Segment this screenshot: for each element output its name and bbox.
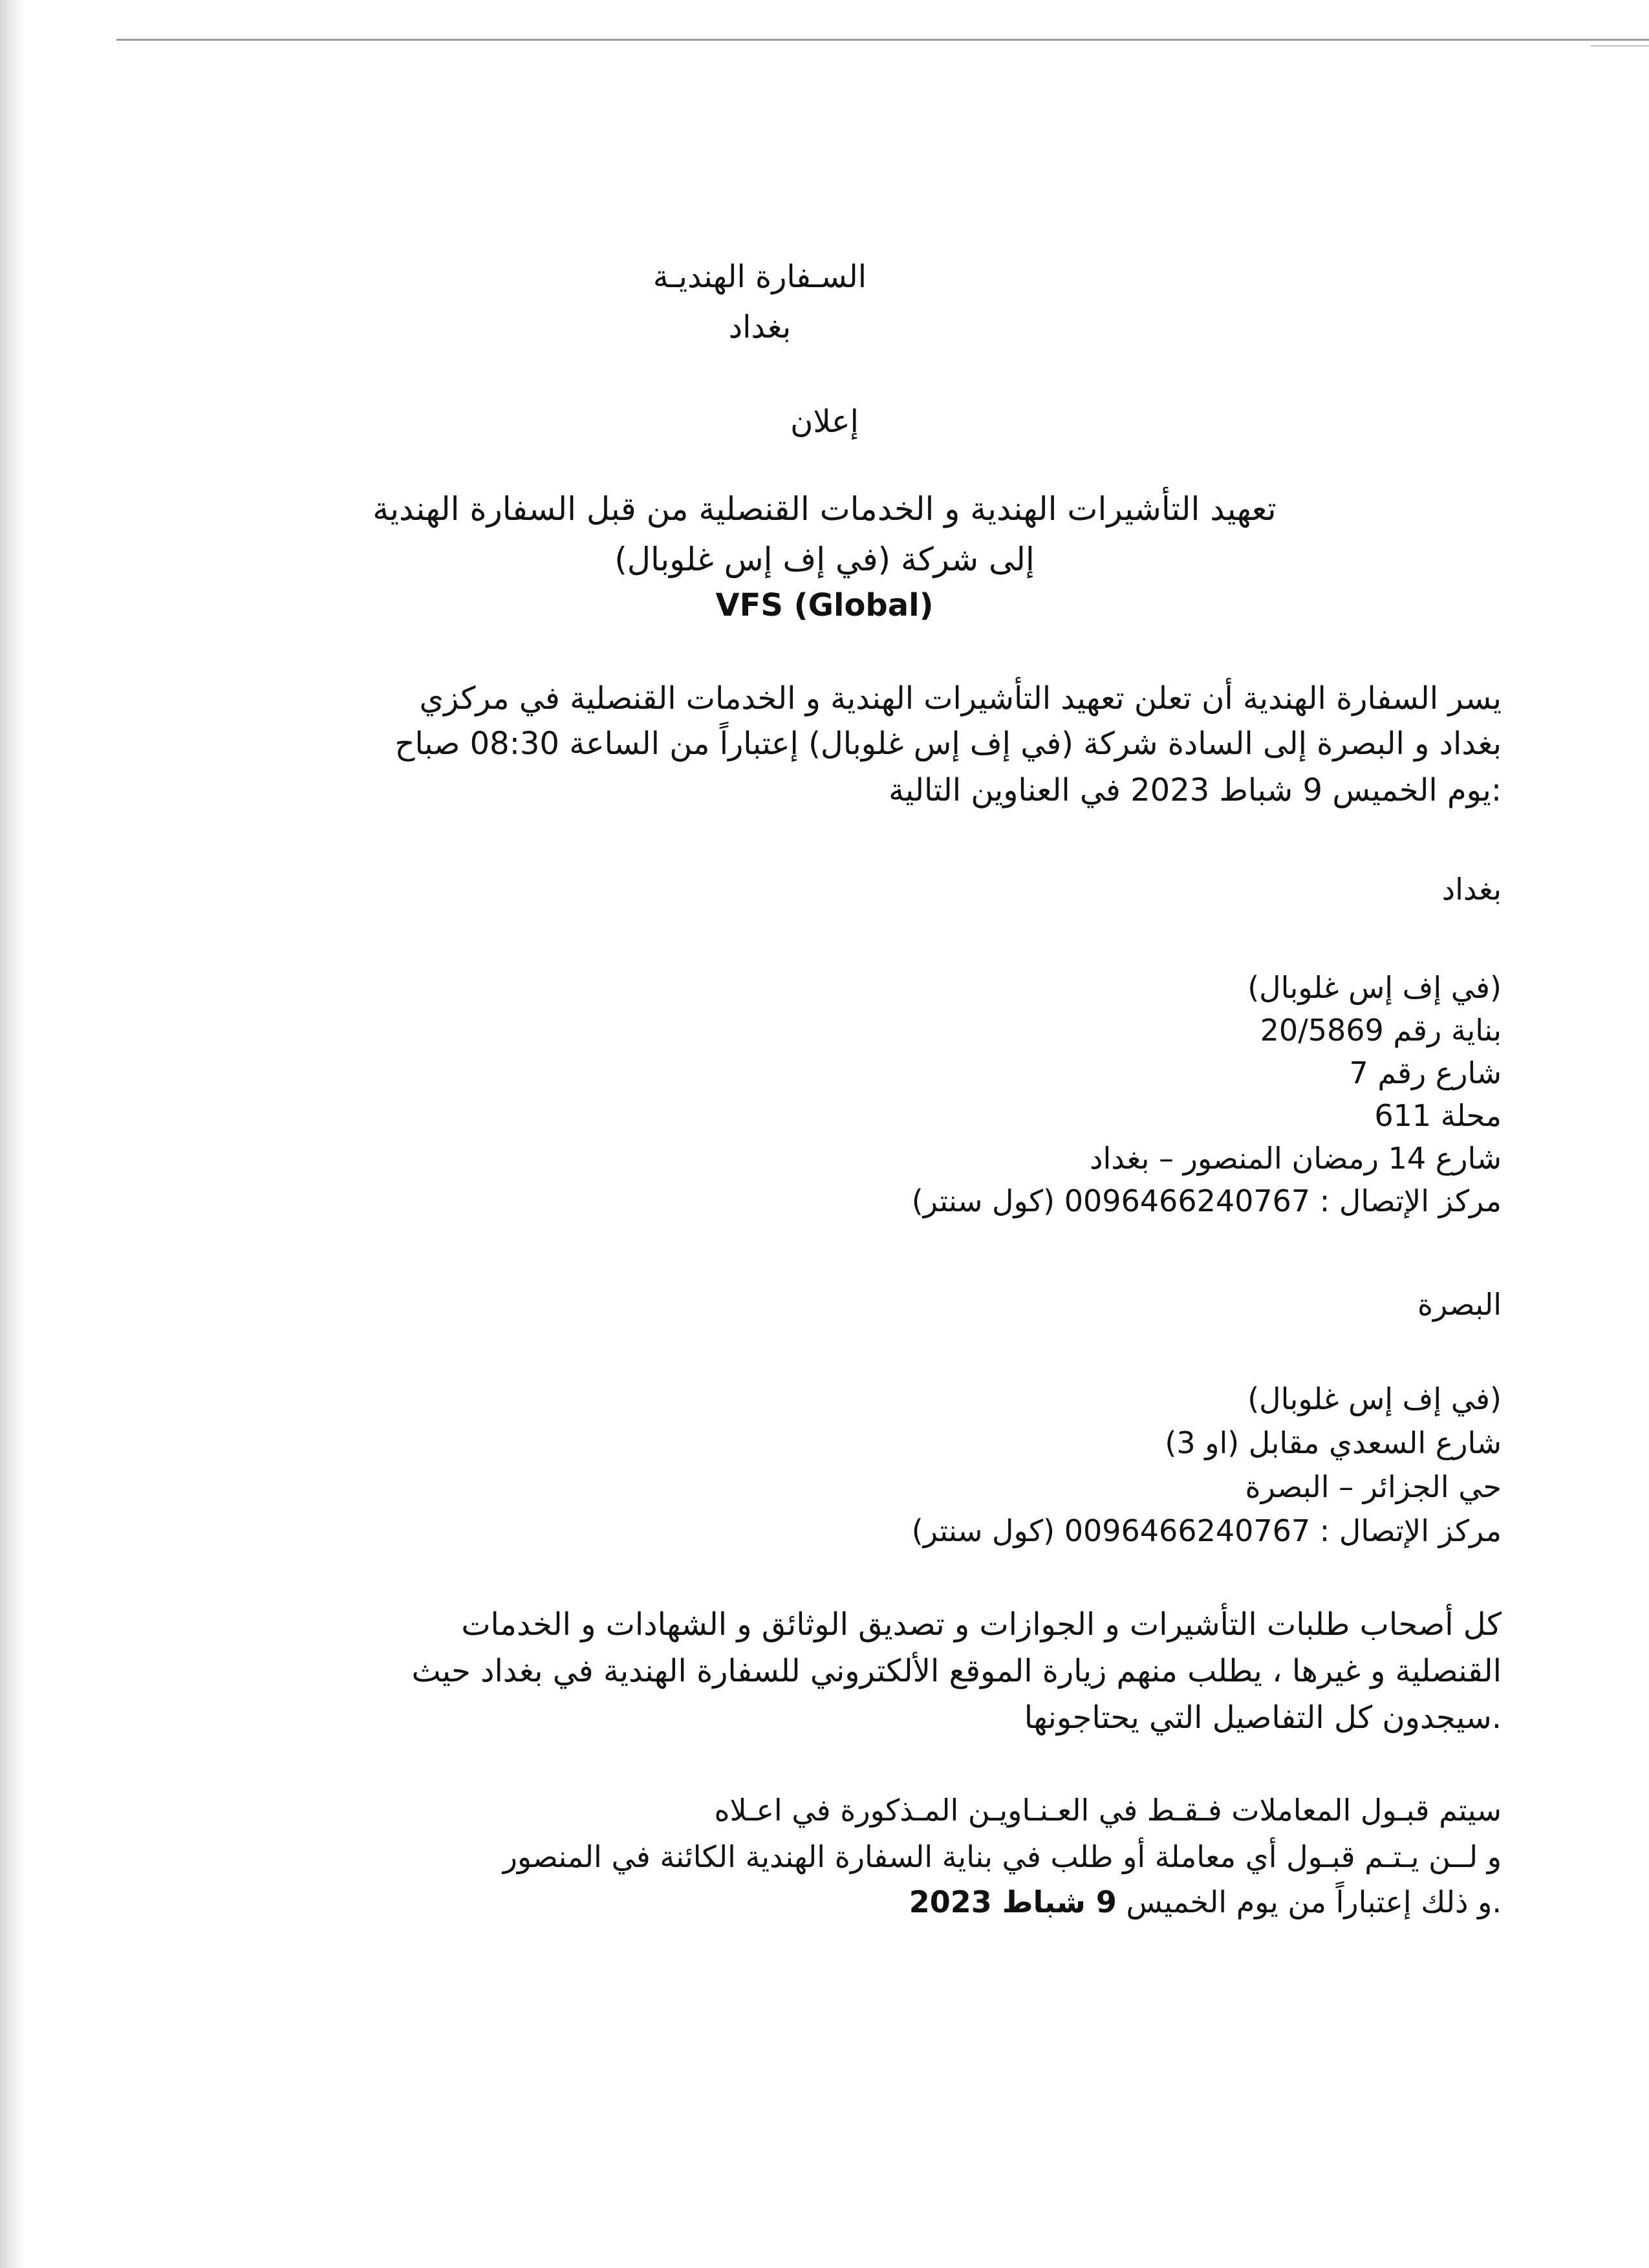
basra-street: شارع السعدي مقابل (او 3) xyxy=(1165,1425,1502,1460)
basra-area: حي الجزائر – البصرة xyxy=(1245,1469,1502,1504)
baghdad-company: (في إف إس غلوبال) xyxy=(1247,970,1502,1005)
closing-line-3-text: .و ذلك إعتباراً من يوم الخميس xyxy=(1126,1885,1502,1919)
basra-company: (في إف إس غلوبال) xyxy=(1247,1381,1502,1416)
subject-line-3: VFS (Global) xyxy=(715,587,934,623)
closing-line-3 xyxy=(909,1885,1502,1919)
baghdad-street: شارع رقم 7 xyxy=(1349,1055,1502,1090)
baghdad-area: شارع 14 رمضان المنصور – بغداد xyxy=(1090,1141,1502,1176)
baghdad-district: محلة 611 xyxy=(1374,1098,1502,1133)
closing-line-2: و لــن يـتـم قبـول أي معاملة أو طلب في بناية السفارة الهندية الكائنة في المنصور xyxy=(502,1839,1502,1874)
baghdad-building: بناية رقم 20/5869 xyxy=(1260,1013,1502,1048)
notice-line-3: .سيجدون كل التفاصيل التي يحتاجونها xyxy=(1024,1700,1502,1736)
subject-line-1: تعهيد التأشيرات الهندية و الخدمات القنصلية من قبل السفارة الهندية xyxy=(372,490,1277,528)
basra-heading: البصرة xyxy=(1417,1287,1502,1322)
notice-line-2: القنصلية و غيرها ، يطلب منهم زيارة الموقع الألكتروني للسفارة الهندية في بغداد حيث xyxy=(411,1653,1502,1689)
basra-contact: مركز الإتصال : 0096466240767 (كول سنتر) xyxy=(911,1513,1502,1548)
notice-line-1: كل أصحاب طلبات التأشيرات و الجوازات و تصديق الوثائق و الشهادات و الخدمات xyxy=(461,1606,1502,1643)
intro-line-2: بغداد و البصرة إلى السادة شركة (في إف إس غلوبال) إعتباراً من الساعة 08:30 صباح xyxy=(394,726,1502,762)
baghdad-contact: مركز الإتصال : 0096466240767 (كول سنتر) xyxy=(911,1183,1502,1218)
baghdad-heading: بغداد xyxy=(1441,872,1502,907)
announcement-title: إعلان xyxy=(790,404,859,440)
intro-line-1: يسر السفارة الهندية أن تعلن تعهيد التأشيرات الهندية و الخدمات القنصلية في مركزي xyxy=(419,680,1502,717)
subject-line-2: إلى شركة (في إف إس غلوبال) xyxy=(614,541,1035,578)
intro-line-3: :يوم الخميس 9 شباط 2023 في العناوين التالية xyxy=(889,772,1502,808)
city-name: بغداد xyxy=(728,309,792,345)
embassy-name: السـفارة الهنديـة xyxy=(652,259,867,295)
closing-date: 9 شباط 2023 xyxy=(909,1885,1117,1919)
closing-line-1: سيتم قبـول المعاملات فـقـط في العـنـاويـن المـذكورة في اعـلاه xyxy=(714,1793,1502,1828)
